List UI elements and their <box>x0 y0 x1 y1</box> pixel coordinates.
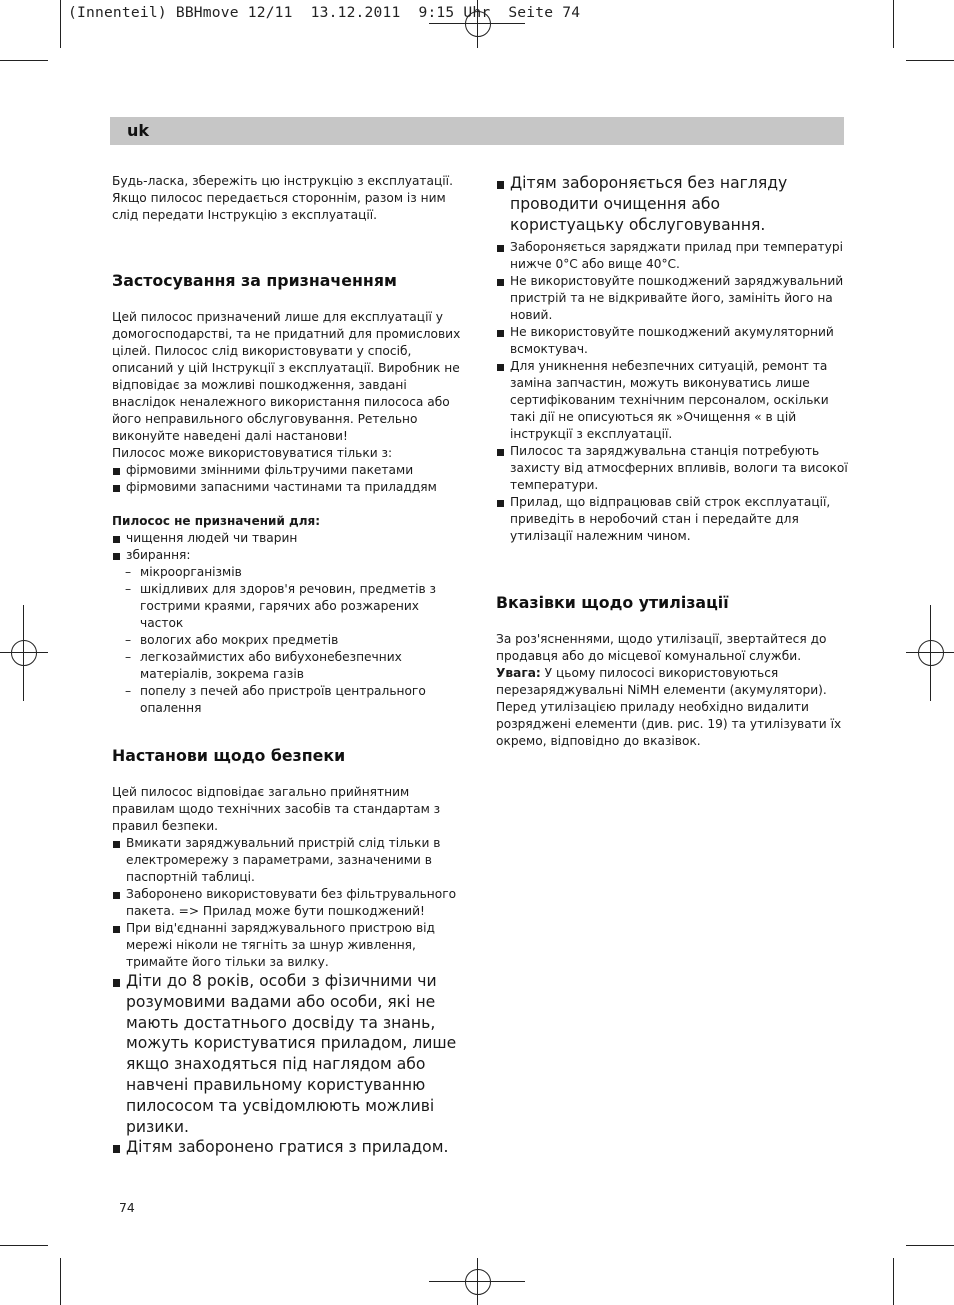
crop-mark-bottom-right-horizontal <box>906 1245 954 1246</box>
not-for-bullet-list <box>112 530 462 564</box>
disposal-note <box>496 665 848 682</box>
use-heading: Застосування за призначенням <box>112 271 397 290</box>
large-bullet-item: Дітям заборонено гратися з приладом. <box>112 1137 462 1158</box>
text-line: Цей пилосос призначений лише для експлуатації у <box>112 310 443 324</box>
dash-item: – мікроорганізмів <box>112 564 462 581</box>
crop-mark-top-left-vertical <box>60 0 61 48</box>
text-line: Цей пилосос відповідає загально прийнятним <box>112 785 410 799</box>
not-for-heading: Пилосос не призначений для: <box>112 514 321 528</box>
note-label: Увага: <box>496 666 541 681</box>
right-column <box>496 173 848 750</box>
dash-item: – вологих або мокрих предметів <box>112 632 462 649</box>
print-slug-header: (Innenteil) BBHmove 12/11 13.12.2011 9:15 Uhr Seite 74 <box>68 4 581 21</box>
safety-heading: Настанови щодо безпеки <box>112 746 346 765</box>
registration-mark-right-circle <box>918 640 944 666</box>
dash-item: – шкідливих для здоров'я речовин, предметів з гострими краями, гарячих або розжарених часток <box>112 581 462 632</box>
text-line: слід передати Інструкцію з експлуатації. <box>112 208 378 222</box>
bullet-item: Не використовуйте пошкоджений заряджувальний пристрій та не відкривайте його, замініть його на новий. <box>496 273 848 324</box>
use-paragraph <box>112 309 462 462</box>
children-warning-list <box>112 971 462 1158</box>
text-line: внаслідок неналежного використання пилососа або <box>112 395 450 409</box>
bullet-item: Не використовуйте пошкоджений акумуляторний всмоктувач. <box>496 324 848 358</box>
text-line: цілей. Пилосос слід використовувати у спосіб, <box>112 344 412 358</box>
crop-mark-bottom-right-vertical <box>893 1258 894 1305</box>
bullet-item: Прилад, що відпрацював свій строк експлуатації, приведіть в неробочий стан і передайте для утилізації належним чином. <box>496 494 848 545</box>
bullet-item: фірмовими запасними частинами та приладдям <box>112 479 462 496</box>
page-number: 74 <box>119 1200 135 1215</box>
dash-item: – легкозаймистих або вибухонебезпечних матеріалів, зокрема газів <box>112 649 462 683</box>
text-line: Якщо пилосос передається стороннім, разом із ним <box>112 191 446 205</box>
bullet-item: Для уникнення небезпечних ситуацій, ремонт та заміна запчастин, можуть виконуватись лише сертифікованим технічним персоналом, оскільки такі дії не описуються як »Очищення « в цій інструкції з експлуатації. <box>496 358 848 443</box>
large-bullet-item: Діти до 8 років, особи з фізичними чи розумовими вадами або особи, які не мають достатнього досвіду та знань, можуть користуватися приладом, лише якщо знаходяться під наглядом або навчені правильному користуванню пилососом та усвідомлюють можливі ризики. <box>112 971 462 1137</box>
text-line: За роз'ясненнями, щодо утилізації, звертайтеся до <box>496 632 827 647</box>
crop-mark-top-right-horizontal <box>906 60 954 61</box>
not-for-dash-list <box>112 564 462 717</box>
text-line: продавця або до місцевої комунальної служби. <box>496 649 802 664</box>
text-line: виконуйте наведені далі настанови! <box>112 429 348 443</box>
text-line: правил безпеки. <box>112 819 219 833</box>
safety-paragraph <box>112 784 462 835</box>
left-column <box>112 173 462 1158</box>
bullet-item: Заборонено використовувати без фільтрувального пакета. => Прилад може бути пошкоджений! <box>112 886 462 920</box>
text-line: окремо, відповідно до вказівок. <box>496 734 701 749</box>
text-line: розряджені елементи (див. рис. 19) та утилізувати їх <box>496 717 842 732</box>
language-tab-label: uk <box>127 121 150 140</box>
crop-mark-top-left-horizontal <box>0 60 48 61</box>
bullet-item: чищення людей чи тварин <box>112 530 462 547</box>
text-line: його неправильного обслуговування. Ретельно <box>112 412 418 426</box>
bullet-item: Пилосос та заряджувальна станція потребують захисту від атмосферних впливів, вологи та високої температури. <box>496 443 848 494</box>
text-line: Пилосос може використовуватися тільки з: <box>112 446 393 460</box>
text-line: Перед утилізацією приладу необхідно видалити <box>496 700 809 715</box>
children-cleaning-warning <box>496 173 848 235</box>
dash-item: – попелу з печей або пристроїв центрального опалення <box>112 683 462 717</box>
text-line: описаний у цій Інструкції з експлуатації. Виробник не <box>112 361 460 375</box>
use-bullet-list <box>112 462 462 496</box>
text-line: домогосподарстві, та не придатний для промислових <box>112 327 461 341</box>
text-line: перезаряджувальні NiMH елементи (акумулятори). <box>496 683 827 698</box>
bullet-item: фірмовими змінними фільтручими пакетами <box>112 462 462 479</box>
bullet-item: Забороняється заряджати прилад при температурі нижче 0°C або вище 40°C. <box>496 239 848 273</box>
crop-mark-bottom-left-horizontal <box>0 1245 48 1246</box>
crop-mark-top-right-vertical <box>893 0 894 48</box>
safety-bullet-list <box>112 835 462 971</box>
bullet-item: При від'єднанні заряджувального пристрою від мережі ніколи не тягніть за шнур живлення, тримайте його тільки за вилку. <box>112 920 462 971</box>
disposal-paragraph <box>496 631 848 665</box>
text-line: правилам щодо технічних засобів та стандартам з <box>112 802 441 816</box>
large-bullet-item: Дітям забороняється без нагляду проводити очищення або користуацьку обслуговування. <box>496 173 848 235</box>
disposal-heading: Вказівки щодо утилізації <box>496 593 729 613</box>
bullet-item: Вмикати заряджувальний пристрій слід тільки в електромережу з параметрами, зазначеними в паспортній таблиці. <box>112 835 462 886</box>
charging-bullet-list <box>496 239 848 545</box>
note-first-line: У цьому пилососі використовуються <box>540 666 779 681</box>
intro-paragraph <box>112 173 462 224</box>
crop-mark-bottom-left-vertical <box>60 1258 61 1305</box>
registration-mark-left-circle <box>11 640 37 666</box>
language-tab-bar <box>110 117 844 145</box>
text-line: відповідає за можливі пошкодження, завдані <box>112 378 407 392</box>
text-line: Будь-ласка, збережіть цю інструкцію з експлуатації. <box>112 174 453 188</box>
disposal-note-rest <box>496 682 848 750</box>
bullet-item: збирання: <box>112 547 462 564</box>
registration-mark-bottom-circle <box>465 1269 491 1295</box>
